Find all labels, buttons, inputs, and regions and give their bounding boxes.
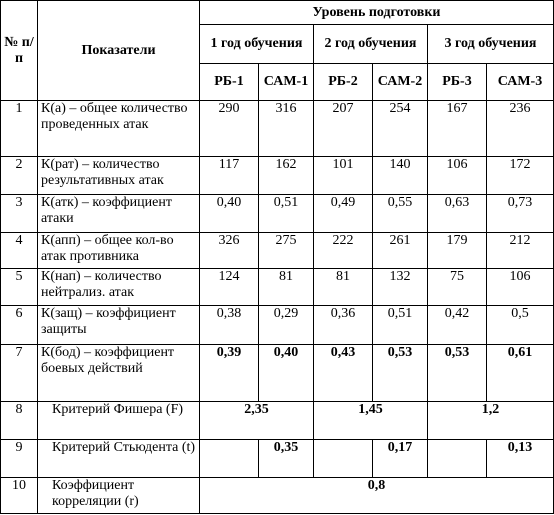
cell-value: 0,73	[487, 195, 554, 233]
cell-value: 1,2	[428, 402, 554, 440]
cell-value: 212	[487, 233, 554, 269]
cell-value: 316	[259, 101, 314, 157]
row-label: Критерий Стьюдента (t)	[38, 440, 200, 478]
cell-value: 0,29	[259, 306, 314, 345]
cell-value: 0,51	[373, 306, 428, 345]
row-label: К(атк) – коэффициент атаки	[38, 195, 200, 233]
cell-value: 162	[259, 157, 314, 195]
row-label: К(апп) – общее кол-во атак противника	[38, 233, 200, 269]
cell-value: 275	[259, 233, 314, 269]
row-label: Критерий Фишера (F)	[38, 402, 200, 440]
cell-value: 0,5	[487, 306, 554, 345]
header-level: Уровень подготовки	[200, 1, 554, 25]
cell-value: 0,17	[373, 440, 428, 478]
cell-value: 0,40	[200, 195, 259, 233]
row-number: 1	[1, 101, 38, 157]
cell-value: 0,51	[259, 195, 314, 233]
row-label: Коэффициент корреляции (r)	[38, 478, 200, 514]
cell-empty	[200, 440, 259, 478]
header-sam3: САМ-3	[487, 64, 554, 101]
row-number: 10	[1, 478, 38, 514]
cell-value: 0,38	[200, 306, 259, 345]
row-number: 4	[1, 233, 38, 269]
cell-value: 254	[373, 101, 428, 157]
table-row	[1, 306, 554, 345]
cell-value: 236	[487, 101, 554, 157]
row-label: К(бод) – коэффициент боевых действий	[38, 345, 200, 402]
cell-value: 0,36	[314, 306, 373, 345]
cell-value: 2,35	[200, 402, 314, 440]
header-year-1: 1 год обучения	[200, 25, 314, 64]
row-number: 6	[1, 306, 38, 345]
table-row-student	[1, 440, 554, 478]
row-number: 3	[1, 195, 38, 233]
cell-value: 124	[200, 269, 259, 306]
cell-value: 326	[200, 233, 259, 269]
header-indicators: Показатели	[38, 1, 200, 101]
table-row	[1, 195, 554, 233]
cell-value: 0,8	[200, 478, 554, 514]
table-row	[1, 157, 554, 195]
table-row	[1, 269, 554, 306]
row-label: К(нап) – количество нейтрализ. атак	[38, 269, 200, 306]
header-num: № п/п	[1, 1, 38, 101]
cell-value: 207	[314, 101, 373, 157]
cell-value: 0,35	[259, 440, 314, 478]
header-rb1: РБ-1	[200, 64, 259, 101]
cell-value: 290	[200, 101, 259, 157]
row-number: 7	[1, 345, 38, 402]
cell-value: 132	[373, 269, 428, 306]
row-number: 5	[1, 269, 38, 306]
table-row	[1, 101, 554, 157]
cell-value: 0,63	[428, 195, 487, 233]
cell-value: 0,53	[373, 345, 428, 402]
cell-value: 0,49	[314, 195, 373, 233]
cell-value: 0,40	[259, 345, 314, 402]
row-label: К(рат) – количество результативных атак	[38, 157, 200, 195]
header-year-3: 3 год обучения	[428, 25, 554, 64]
cell-value: 75	[428, 269, 487, 306]
cell-value: 140	[373, 157, 428, 195]
header-sam2: САМ-2	[373, 64, 428, 101]
cell-empty	[314, 440, 373, 478]
cell-value: 0,42	[428, 306, 487, 345]
cell-value: 81	[314, 269, 373, 306]
header-sam1: САМ-1	[259, 64, 314, 101]
cell-value: 117	[200, 157, 259, 195]
cell-value: 1,45	[314, 402, 428, 440]
cell-value: 0,13	[487, 440, 554, 478]
cell-value: 167	[428, 101, 487, 157]
cell-value: 179	[428, 233, 487, 269]
cell-value: 0,61	[487, 345, 554, 402]
header-rb3: РБ-3	[428, 64, 487, 101]
cell-value: 172	[487, 157, 554, 195]
cell-value: 0,55	[373, 195, 428, 233]
cell-value: 261	[373, 233, 428, 269]
row-number: 8	[1, 402, 38, 440]
cell-value: 81	[259, 269, 314, 306]
table-row	[1, 233, 554, 269]
cell-value: 106	[428, 157, 487, 195]
row-label: К(защ) – коэффициент защиты	[38, 306, 200, 345]
table-row	[1, 345, 554, 402]
header-year-2: 2 год обучения	[314, 25, 428, 64]
row-number: 9	[1, 440, 38, 478]
table-row-fisher	[1, 402, 554, 440]
cell-value: 101	[314, 157, 373, 195]
cell-value: 0,43	[314, 345, 373, 402]
cell-value: 0,53	[428, 345, 487, 402]
header-rb2: РБ-2	[314, 64, 373, 101]
cell-value: 106	[487, 269, 554, 306]
row-number: 2	[1, 157, 38, 195]
cell-empty	[428, 440, 487, 478]
cell-value: 222	[314, 233, 373, 269]
cell-value: 0,39	[200, 345, 259, 402]
table-row-correlation	[1, 478, 554, 514]
row-label: К(а) – общее количество проведенных атак	[38, 101, 200, 157]
